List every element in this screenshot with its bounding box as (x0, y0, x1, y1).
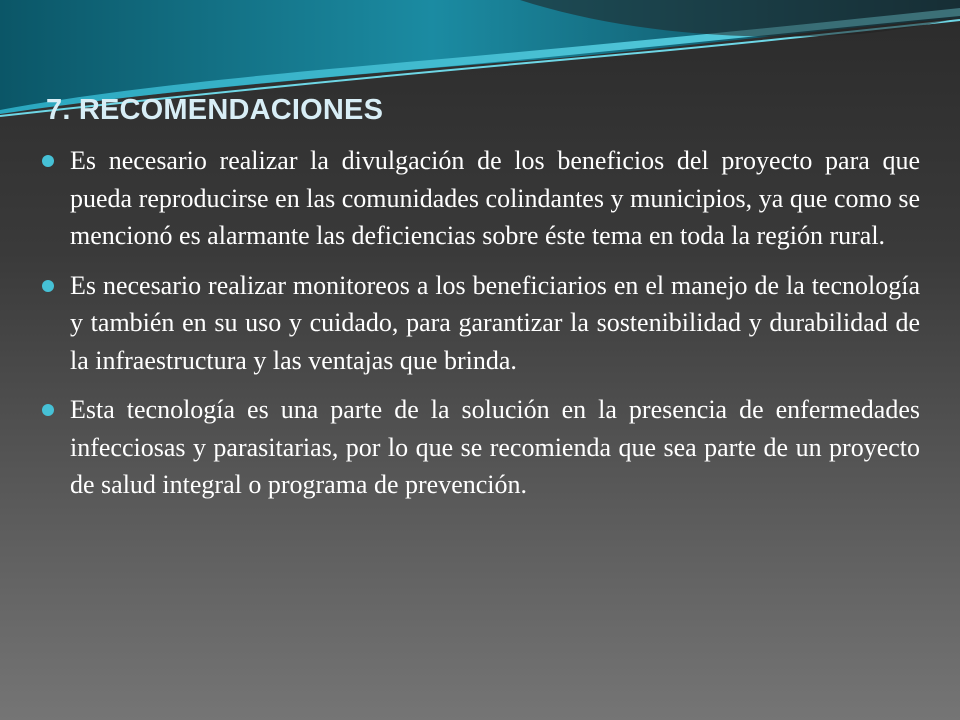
bullet-dot-icon (42, 155, 54, 167)
slide-title: 7. RECOMENDACIONES (46, 94, 384, 126)
recommendation-item (40, 391, 920, 504)
recommendation-item (40, 142, 920, 255)
bullet-dot-icon (42, 280, 54, 292)
recommendation-item (40, 267, 920, 380)
recommendation-text: Es necesario realizar la divulgación de los beneficios del proyecto para que pueda reproducirse en las comunidades colindantes y municipios, ya que como se mencionó es alarmante las deficiencias sobre éste tema en toda la región rural. (70, 146, 920, 250)
recommendation-text: Es necesario realizar monitoreos a los beneficiarios en el manejo de la tecnología y también en su uso y cuidado, para garantizar la sostenibilidad y durabilidad de la infraestructura y las ventajas que brinda. (70, 270, 920, 375)
recommendation-text: Esta tecnología es una parte de la solución en la presencia de enfermedades infecciosas y parasitarias, por lo que se recomienda que sea parte de un proyecto de salud integral o programa de prevención. (70, 395, 920, 499)
recommendations-list (40, 142, 920, 516)
bullet-dot-icon (42, 404, 54, 416)
